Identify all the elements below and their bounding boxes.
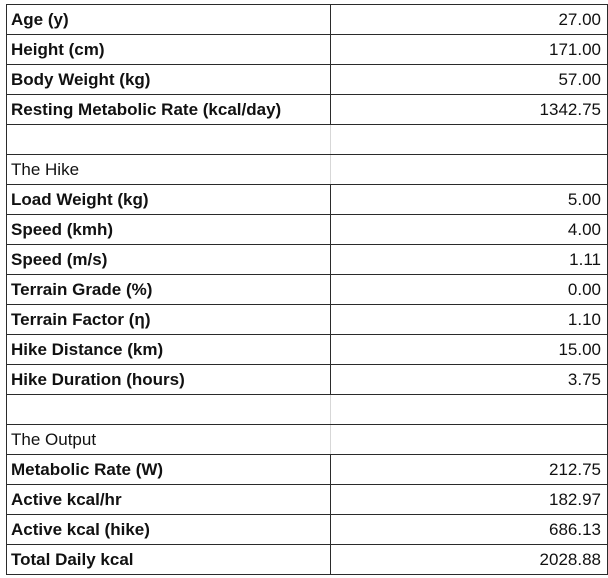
- empty-cell[interactable]: [7, 125, 331, 155]
- table-row: [7, 35, 608, 65]
- resting-metabolic-rate-label[interactable]: Resting Metabolic Rate (kcal/day): [7, 95, 331, 125]
- calculator-table: [6, 4, 608, 575]
- table-row: [7, 305, 608, 335]
- table-row: [7, 485, 608, 515]
- blank-row: [7, 125, 608, 155]
- metabolic-rate-label[interactable]: Metabolic Rate (W): [7, 455, 331, 485]
- active-kcal-hr-label[interactable]: Active kcal/hr: [7, 485, 331, 515]
- terrain-grade-value[interactable]: 0.00: [331, 275, 608, 305]
- table-row: [7, 215, 608, 245]
- table-row: [7, 5, 608, 35]
- empty-cell[interactable]: [331, 395, 608, 425]
- active-kcal-hike-value[interactable]: 686.13: [331, 515, 608, 545]
- section-header-row: [7, 425, 608, 455]
- load-weight-value[interactable]: 5.00: [331, 185, 608, 215]
- table-row: [7, 65, 608, 95]
- terrain-factor-label[interactable]: Terrain Factor (η): [7, 305, 331, 335]
- output-section-title[interactable]: The Output: [7, 425, 331, 455]
- height-label[interactable]: Height (cm): [7, 35, 331, 65]
- table-row: [7, 185, 608, 215]
- height-value[interactable]: 171.00: [331, 35, 608, 65]
- blank-row: [7, 395, 608, 425]
- body-weight-value[interactable]: 57.00: [331, 65, 608, 95]
- body-weight-label[interactable]: Body Weight (kg): [7, 65, 331, 95]
- speed-ms-value[interactable]: 1.11: [331, 245, 608, 275]
- total-daily-kcal-label[interactable]: Total Daily kcal: [7, 545, 331, 575]
- table-row: [7, 335, 608, 365]
- speed-kmh-value[interactable]: 4.00: [331, 215, 608, 245]
- hike-distance-label[interactable]: Hike Distance (km): [7, 335, 331, 365]
- table-row: [7, 245, 608, 275]
- table-row: [7, 95, 608, 125]
- table-row: [7, 365, 608, 395]
- total-daily-kcal-value[interactable]: 2028.88: [331, 545, 608, 575]
- resting-metabolic-rate-value[interactable]: 1342.75: [331, 95, 608, 125]
- hike-distance-value[interactable]: 15.00: [331, 335, 608, 365]
- hike-duration-label[interactable]: Hike Duration (hours): [7, 365, 331, 395]
- metabolic-rate-value[interactable]: 212.75: [331, 455, 608, 485]
- age-value[interactable]: 27.00: [331, 5, 608, 35]
- empty-cell[interactable]: [331, 425, 608, 455]
- section-header-row: [7, 155, 608, 185]
- age-label[interactable]: Age (y): [7, 5, 331, 35]
- table-row: [7, 515, 608, 545]
- speed-kmh-label[interactable]: Speed (kmh): [7, 215, 331, 245]
- table-row: [7, 455, 608, 485]
- active-kcal-hr-value[interactable]: 182.97: [331, 485, 608, 515]
- hike-duration-value[interactable]: 3.75: [331, 365, 608, 395]
- speed-ms-label[interactable]: Speed (m/s): [7, 245, 331, 275]
- empty-cell[interactable]: [331, 125, 608, 155]
- hike-section-title[interactable]: The Hike: [7, 155, 331, 185]
- empty-cell[interactable]: [7, 395, 331, 425]
- terrain-factor-value[interactable]: 1.10: [331, 305, 608, 335]
- active-kcal-hike-label[interactable]: Active kcal (hike): [7, 515, 331, 545]
- empty-cell[interactable]: [331, 155, 608, 185]
- load-weight-label[interactable]: Load Weight (kg): [7, 185, 331, 215]
- terrain-grade-label[interactable]: Terrain Grade (%): [7, 275, 331, 305]
- table-row: [7, 275, 608, 305]
- table-row: [7, 545, 608, 575]
